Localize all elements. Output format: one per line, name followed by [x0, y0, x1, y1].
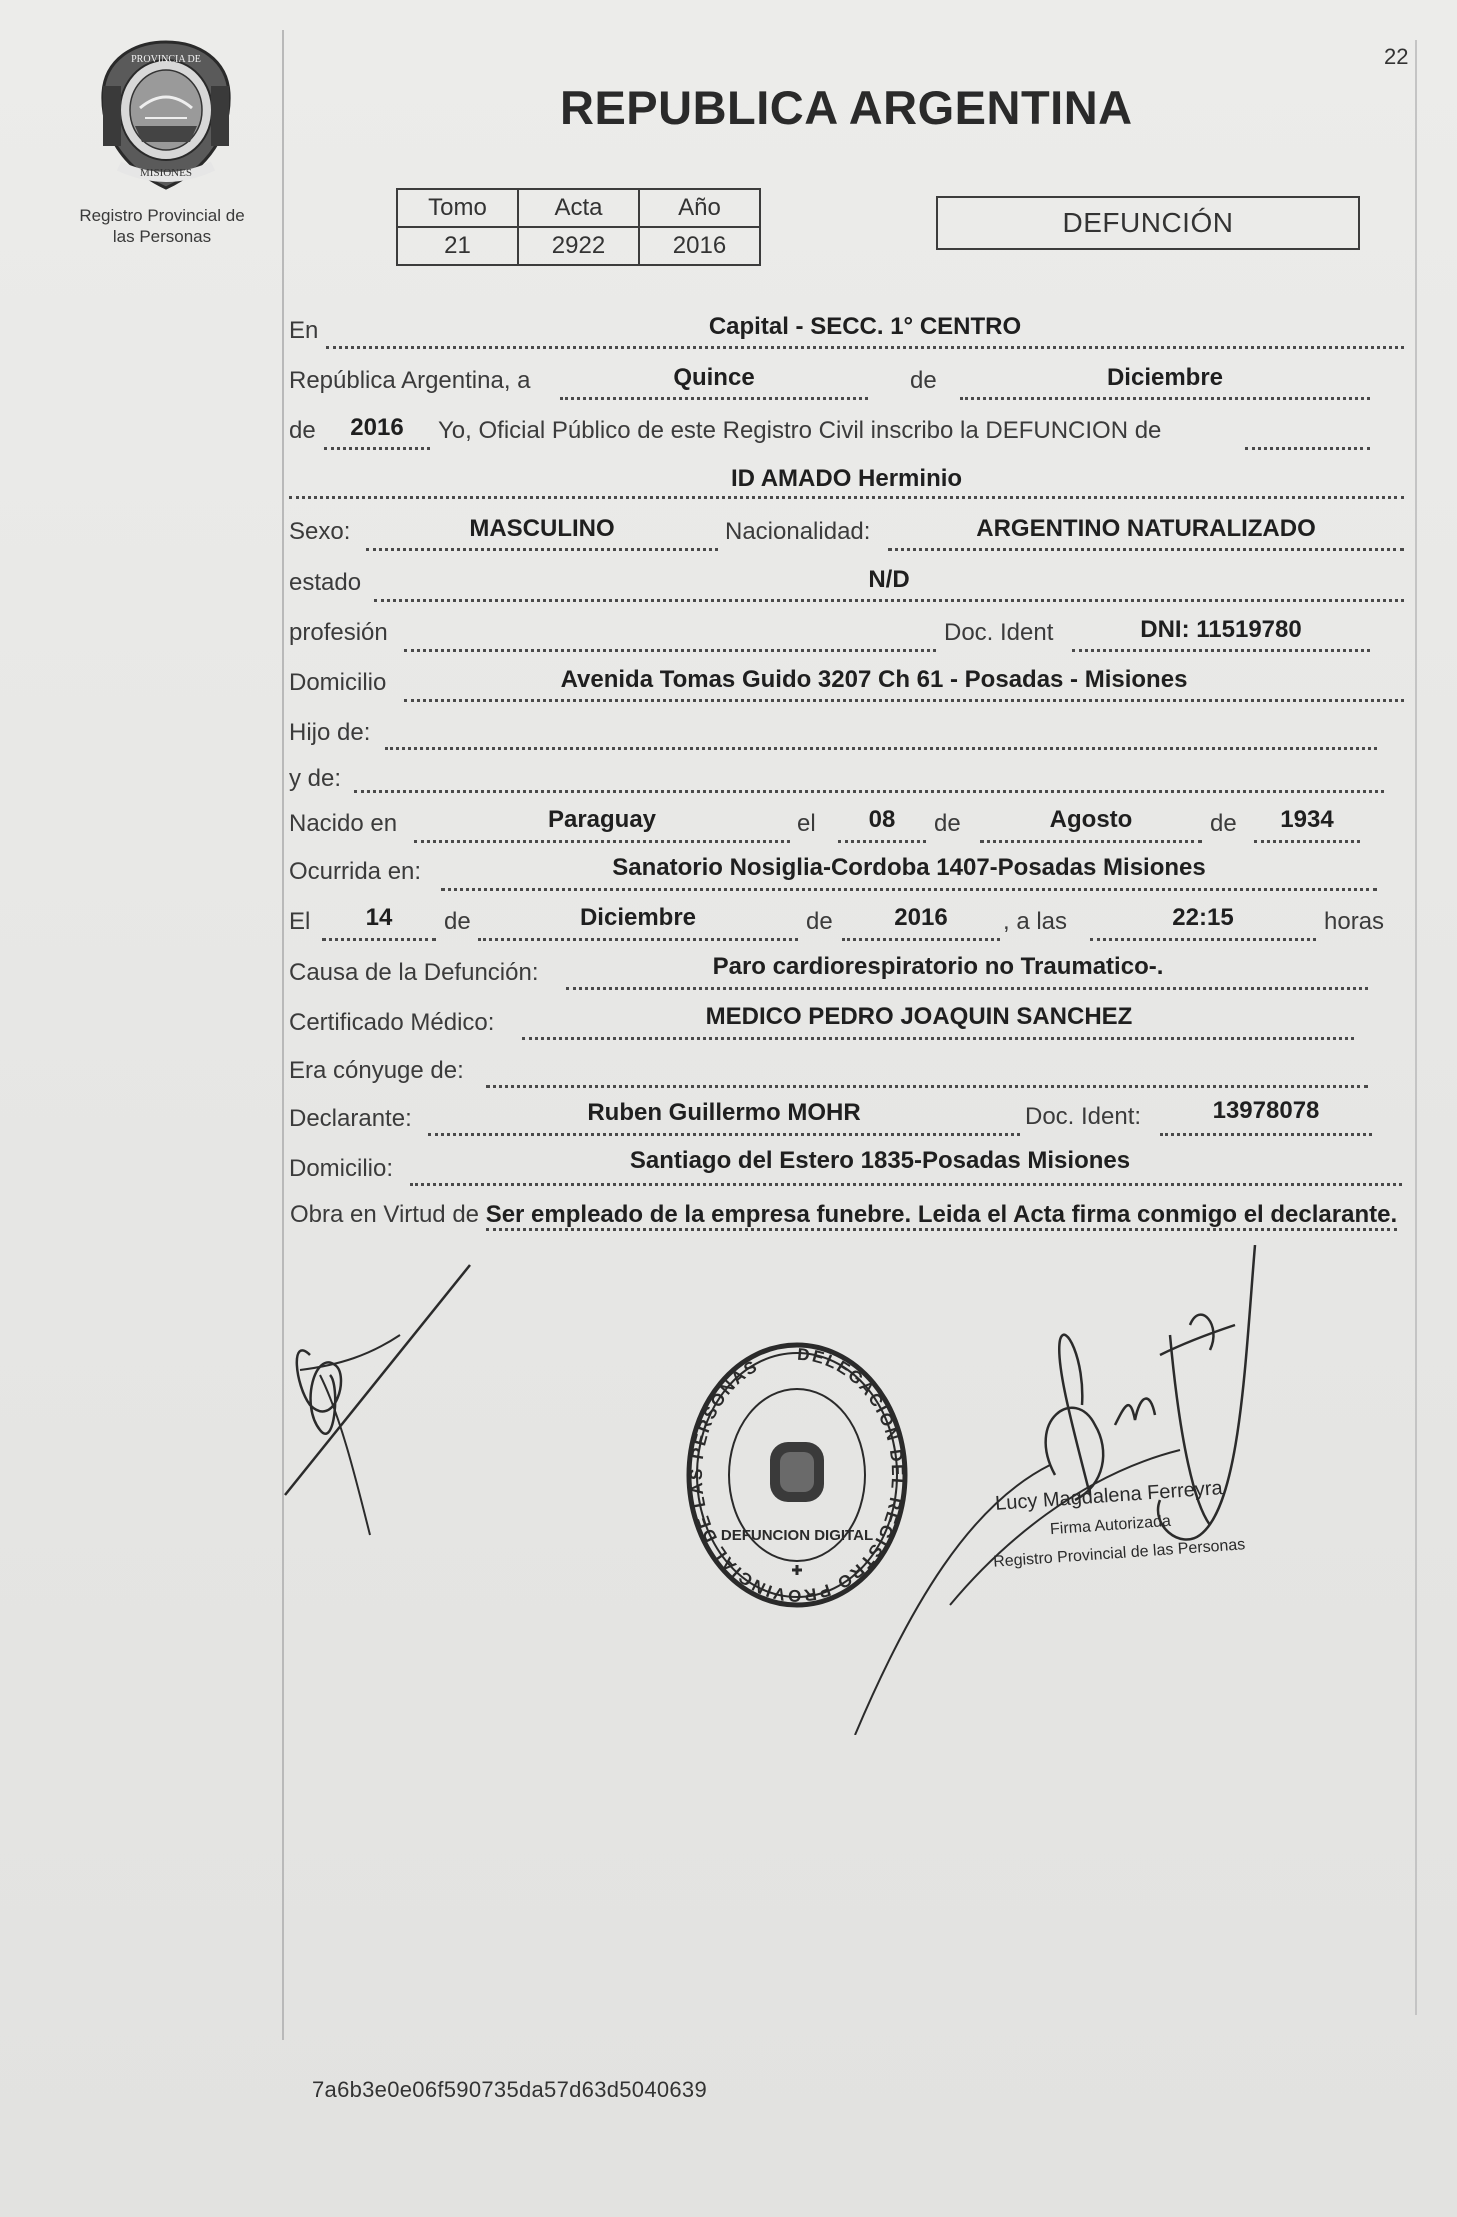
value-obra: Ser empleado de la empresa funebre. Leida el Acta firma conmigo el declarante. [486, 1201, 1397, 1231]
registry-value-tomo: 21 [397, 227, 518, 265]
value-nacionalidad: ARGENTINO NATURALIZADO [976, 515, 1316, 542]
line-estado [374, 599, 1404, 602]
line-defuncion-hora [1090, 938, 1316, 941]
label-inscribo: Yo, Oficial Público de este Registro Civil inscribo la DEFUNCION de [438, 417, 1162, 444]
province-seal-icon [95, 38, 237, 193]
line-profesion [404, 649, 936, 652]
label-profesion: profesión [289, 619, 388, 646]
label-declarante: Declarante: [289, 1105, 412, 1132]
label-de-defuncion-2: de [806, 908, 833, 935]
document-hash: 7a6b3e0e06f590735da57d63d5040639 [312, 2077, 708, 2102]
value-ocurrida-en: Sanatorio Nosiglia-Cordoba 1407-Posadas Misiones [612, 854, 1206, 881]
label-conyuge: Era cónyuge de: [289, 1057, 464, 1084]
registry-header-anio: Año [639, 189, 760, 227]
value-domicilio: Avenida Tomas Guido 3207 Ch 61 - Posadas - Misiones [560, 666, 1188, 693]
value-declarante: Ruben Guillermo MOHR [587, 1099, 861, 1126]
line-nacido-dia [838, 840, 926, 843]
line-mes-inscripcion [960, 397, 1370, 400]
line-anio-inscripcion [324, 447, 430, 450]
value-anio-inscripcion: 2016 [350, 414, 404, 441]
value-declarante-domicilio: Santiago del Estero 1835-Posadas Misiones [629, 1147, 1131, 1174]
line-ocurrida-en [441, 888, 1377, 891]
label-hijo-de: Hijo de: [289, 719, 371, 746]
line-dia-inscripcion [560, 397, 868, 400]
label-el-defuncion: El [289, 908, 311, 935]
registry-header-tomo: Tomo [397, 189, 518, 227]
line-nacido-en [414, 840, 790, 843]
line-nombre [289, 496, 1404, 499]
obra-paragraph [290, 1195, 1400, 1234]
seal-caption-line1: Registro Provincial de [79, 206, 245, 225]
line-nacido-anio [1254, 840, 1360, 843]
label-sexo: Sexo: [289, 518, 351, 545]
value-nombre: ID AMADO Herminio [730, 465, 963, 492]
line-y-de [354, 790, 1384, 793]
value-nacido-dia: 08 [868, 806, 896, 833]
line-domicilio [404, 699, 1404, 702]
label-obra: Obra en Virtud de [290, 1201, 480, 1228]
value-defuncion-dia: 14 [365, 904, 393, 931]
label-el-nacido: el [797, 810, 816, 837]
value-sexo: MASCULINO [469, 515, 615, 542]
line-hijo-de [385, 747, 1377, 750]
label-doc-ident: Doc. Ident [944, 619, 1054, 646]
right-margin-line [1415, 40, 1417, 2015]
label-a-las: , a las [1003, 908, 1068, 935]
label-declarante-domicilio: Domicilio: [289, 1155, 394, 1182]
label-nacionalidad: Nacionalidad: [725, 518, 871, 545]
line-certificado [522, 1037, 1354, 1040]
document-title: REPUBLICA ARGENTINA [560, 81, 1133, 134]
line-conyuge [486, 1085, 1368, 1088]
line-en [326, 346, 1404, 349]
line-defuncion-mes [478, 938, 798, 941]
line-nacionalidad [888, 548, 1404, 551]
seal-caption-line2: las Personas [112, 227, 212, 246]
stamp-inner-text: DEFUNCION DIGITAL [720, 1527, 874, 1544]
value-estado: N/D [868, 566, 910, 593]
registry-value-acta: 2922 [518, 227, 639, 265]
registry-header-acta: Acta [518, 189, 639, 227]
value-nacido-anio: 1934 [1280, 806, 1334, 833]
label-estado: estado [289, 569, 362, 596]
value-defuncion-anio: 2016 [894, 904, 948, 931]
line-declarante [428, 1133, 1020, 1136]
label-certificado: Certificado Médico: [289, 1009, 495, 1036]
label-de-nacido-1: de [934, 810, 961, 837]
value-mes-inscripcion: Diciembre [1106, 364, 1224, 391]
line-causa [566, 987, 1368, 990]
signer-name: Lucy Magdalena Ferreyra [994, 1477, 1224, 1515]
seal-caption [62, 205, 262, 247]
label-ocurrida-en: Ocurrida en: [289, 858, 422, 885]
value-defuncion-hora: 22:15 [1172, 904, 1234, 931]
signer-office: Registro Provincial de las Personas [992, 1536, 1246, 1571]
value-dia-inscripcion: Quince [673, 364, 755, 391]
line-inscribo-end [1245, 447, 1370, 450]
seal-text-top: PROVINCIA DE [131, 54, 201, 65]
label-republica: República Argentina, a [289, 367, 531, 394]
registry-value-anio: 2016 [639, 227, 760, 265]
value-nacido-en: Paraguay [547, 806, 657, 833]
value-nacido-mes: Agosto [1049, 806, 1133, 833]
line-sexo [366, 548, 718, 551]
page-number: 22 [1384, 44, 1409, 69]
value-defuncion-mes: Diciembre [579, 904, 697, 931]
label-horas: horas [1324, 908, 1385, 935]
value-declarante-doc: 13978078 [1212, 1097, 1320, 1124]
label-en: En [289, 317, 319, 344]
label-de-nacido-2: de [1210, 810, 1237, 837]
label-causa: Causa de la Defunción: [289, 959, 539, 986]
value-certificado: MEDICO PEDRO JOAQUIN SANCHEZ [705, 1003, 1133, 1030]
registry-table [396, 188, 761, 266]
value-lugar: Capital - SECC. 1° CENTRO [708, 313, 1022, 340]
label-y-de: y de: [289, 765, 342, 792]
line-nacido-mes [980, 840, 1202, 843]
left-margin-line [282, 30, 284, 2040]
label-de-2: de [289, 417, 316, 444]
declarant-signature-icon [280, 1255, 490, 1545]
label-de-1: de [910, 367, 937, 394]
record-type-box: DEFUNCIÓN [936, 196, 1360, 250]
line-declarante-doc [1160, 1133, 1372, 1136]
signer-role: Firma Autorizada [1049, 1512, 1172, 1539]
label-de-defuncion-1: de [444, 908, 471, 935]
seal-text-bottom: MISIONES [140, 167, 192, 179]
value-doc-ident: DNI: 11519780 [1140, 616, 1302, 643]
line-doc-ident [1072, 649, 1370, 652]
line-defuncion-anio [842, 938, 1000, 941]
label-nacido-en: Nacido en [289, 810, 398, 837]
line-declarante-domicilio [410, 1183, 1402, 1186]
label-domicilio: Domicilio [289, 669, 387, 696]
registry-value-row [397, 227, 760, 265]
stamp-ring-text: DELEGACION DEL REGISTRO PROVINCIAL DE LAS PERSONAS [686, 1344, 908, 1606]
label-declarante-doc: Doc. Ident: [1025, 1103, 1142, 1130]
registry-header-row [397, 189, 760, 227]
value-causa: Paro cardiorespiratorio no Traumatico-. [712, 953, 1164, 980]
line-defuncion-dia [322, 938, 436, 941]
